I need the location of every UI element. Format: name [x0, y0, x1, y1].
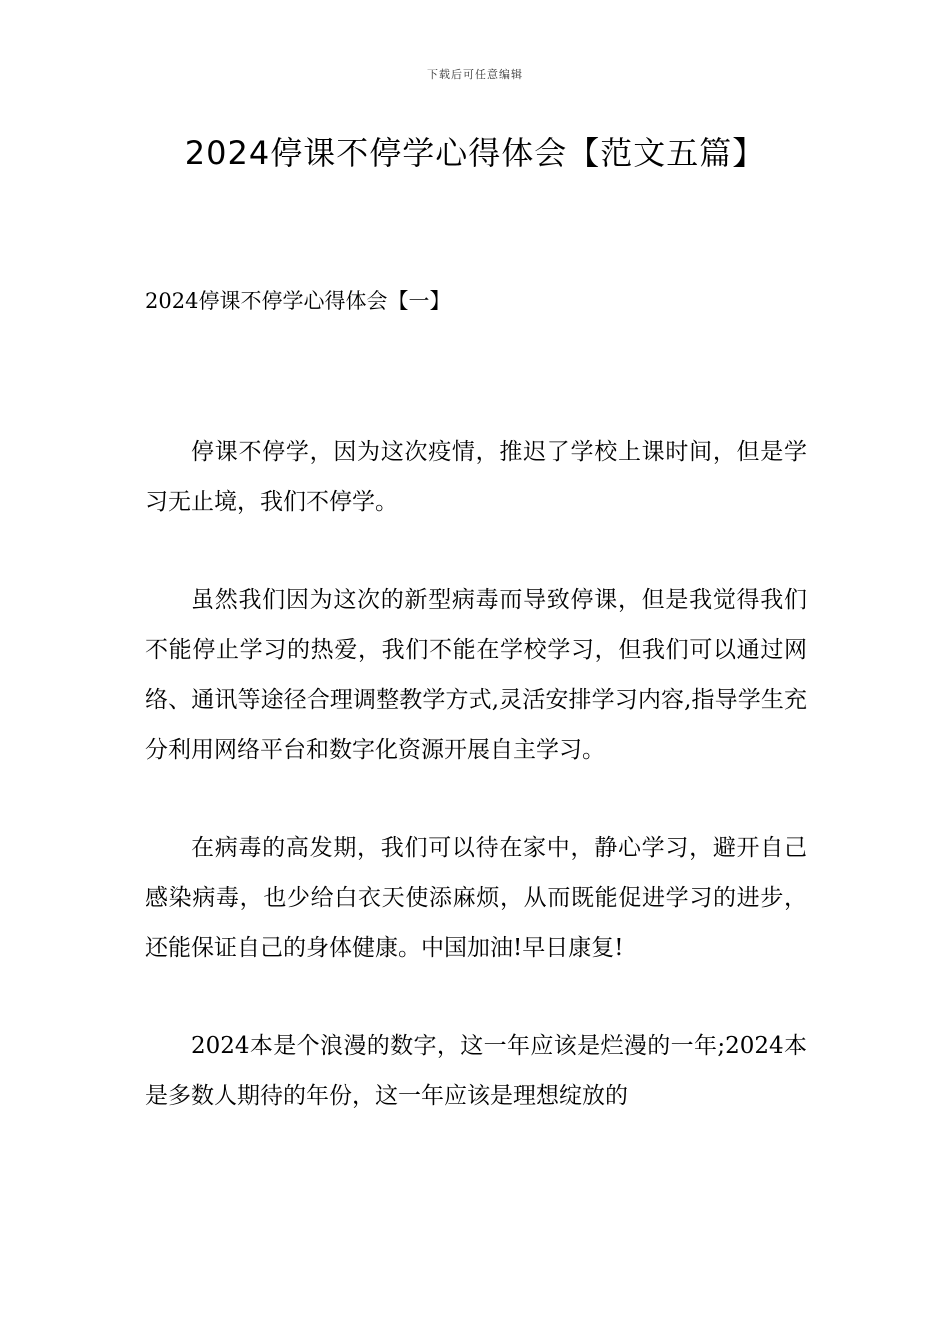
paragraph-3: 在病毒的高发期，我们可以待在家中，静心学习，避开自己感染病毒，也少给白衣天使添麻烦，从而既能促进学习的进步，还能保证自己的身体健康。中国加油!早日康复!	[145, 835, 807, 961]
document-body	[145, 427, 807, 1121]
paragraph-2: 虽然我们因为这次的新型病毒而导致停课，但是我觉得我们不能停止学习的热爱，我们不能在学校学习，但我们可以通过网络、通讯等途径合理调整教学方式,灵活安排学习内容,指导学生充分利用网络平台和数字化资源开展自主学习。	[145, 587, 807, 763]
section-heading: 2024停课不停学心得体会【一】	[145, 289, 451, 313]
header-note: 下载后可任意编辑	[427, 68, 523, 81]
document-title: 2024停课不停学心得体会【范文五篇】	[184, 134, 766, 172]
paragraph-1: 停课不停学，因为这次疫情，推迟了学校上课时间，但是学习无止境，我们不停学。	[145, 439, 807, 515]
paragraph-4: 2024本是个浪漫的数字，这一年应该是烂漫的一年;2024本是多数人期待的年份，这一年应该是理想绽放的	[145, 1033, 807, 1109]
